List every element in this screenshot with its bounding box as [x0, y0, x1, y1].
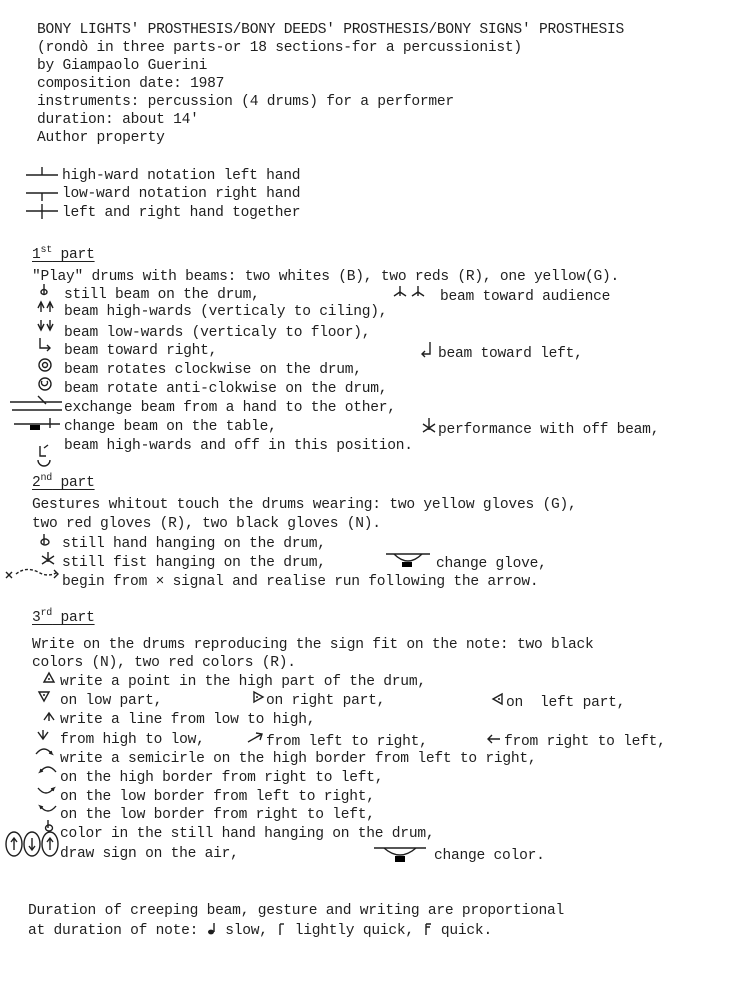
- document-subtitle: (rondò in three parts-or 18 sections-for a percussionist): [37, 40, 522, 56]
- part3-item-semicircle-high-lr: write a semicirle on the high border from left to right,: [60, 751, 537, 767]
- part2-intro-1: Gestures whitout touch the drums wearing: two yellow gloves (G),: [32, 497, 577, 513]
- part2-right-change-glove: change glove,: [436, 556, 547, 572]
- part3-item-color-hand: color in the still hand hanging on the drum,: [60, 826, 435, 842]
- part3-item-semicircle-high-rl: on the high border from right to left,: [60, 770, 384, 786]
- glove-change-icon: [384, 548, 434, 570]
- part3-item-line-up: write a line from low to high,: [60, 712, 316, 728]
- part1-item-anticlockwise: beam rotate anti-clokwise on the drum,: [64, 381, 388, 397]
- part3-item-air-sign: draw sign on the air,: [60, 846, 239, 862]
- author-line: by Giampaolo Guerini: [37, 58, 208, 74]
- notation-right-hand: low-ward notation right hand: [62, 186, 301, 202]
- part2-heading: [32, 470, 95, 492]
- composition-date: composition date: 1987: [37, 76, 225, 92]
- part1-heading-sup: st: [40, 245, 53, 256]
- part2-heading-sup: nd: [40, 473, 53, 484]
- part3-item-point-high: write a point in the high part of the drum,: [60, 674, 426, 690]
- part3-symbols-icon: [4, 668, 64, 882]
- notation-both-hands: left and right hand together: [62, 205, 301, 221]
- part1-item-still-beam: still beam on the drum,: [64, 287, 260, 303]
- part2-intro-2: two red gloves (R), two black gloves (N).: [32, 516, 381, 532]
- property-line: Author property: [37, 130, 165, 146]
- part3-heading-word: part: [60, 610, 95, 626]
- part3-right-left-part: on left part,: [506, 695, 626, 711]
- footer-line-2: [28, 920, 492, 940]
- part3-item-semicircle-low-rl: on the low border from right to left,: [60, 807, 375, 823]
- notation-glyphs-icon: [24, 164, 60, 224]
- part1-item-off-position: beam high-wards and off in this position.: [64, 438, 413, 454]
- part1-right-off-beam: performance with off beam,: [438, 422, 660, 438]
- part2-heading-word: part: [60, 475, 95, 491]
- part1-item-high-wards: beam high-wards (verticaly to ciling),: [64, 304, 388, 320]
- part3-mid-left-to-right: from left to right,: [266, 734, 428, 750]
- slow-note-icon: [207, 922, 217, 936]
- part3-intro-1: Write on the drums reproducing the sign fit on the note: two black: [32, 637, 594, 653]
- part1-item-exchange: exchange beam from a hand to the other,: [64, 400, 396, 416]
- lightly-quick-note-icon: [276, 922, 286, 936]
- line-right-icon: [244, 728, 268, 748]
- part3-heading: [32, 605, 95, 627]
- part2-symbols-icon: [4, 530, 64, 590]
- off-beam-icon: [420, 416, 438, 436]
- document-title: BONY LIGHTS' PROSTHESIS/BONY DEEDS' PROSTHESIS/BONY SIGNS' PROSTHESIS: [37, 22, 625, 38]
- footer-slow: slow,: [225, 923, 268, 939]
- footer-lightly-quick: lightly quick,: [294, 923, 414, 939]
- part3-heading-num: 3: [32, 610, 41, 626]
- duration-line: duration: about 14': [37, 112, 199, 128]
- footer-duration-label: at duration of note:: [28, 923, 199, 939]
- quick-note-icon: [422, 922, 432, 936]
- instruments-line: instruments: percussion (4 drums) for a performer: [37, 94, 454, 110]
- part1-right-left: beam toward left,: [438, 346, 583, 362]
- part3-heading-sup: rd: [40, 608, 53, 619]
- part3-item-low-part: on low part,: [60, 693, 163, 709]
- part1-item-table: change beam on the table,: [64, 419, 277, 435]
- part3-item-line-down: from high to low,: [60, 732, 205, 748]
- part1-intro: "Play" drums with beams: two whites (B), two reds (R), one yellow(G).: [32, 269, 620, 285]
- line-left-icon: [484, 730, 504, 750]
- footer-line-1: Duration of creeping beam, gesture and writing are proportional: [28, 903, 564, 919]
- part1-heading-num: 1: [32, 247, 41, 263]
- part3-intro-2: colors (N), two red colors (R).: [32, 655, 296, 671]
- part1-item-low-wards: beam low-wards (verticaly to floor),: [64, 325, 371, 341]
- part3-right-right-to-left: from right to left,: [504, 734, 666, 750]
- part3-mid-right-part: on right part,: [266, 693, 386, 709]
- part1-item-clockwise: beam rotates clockwise on the drum,: [64, 362, 362, 378]
- part1-heading: [32, 242, 95, 264]
- footer-quick: quick.: [440, 923, 492, 939]
- audience-beam-icon: [392, 282, 440, 302]
- notation-left-hand: high-ward notation left hand: [62, 168, 301, 184]
- part1-symbols-icon: [30, 280, 64, 466]
- part1-heading-word: part: [60, 247, 95, 263]
- part2-item-still-hand: still hand hanging on the drum,: [62, 536, 326, 552]
- part3-right-change-color: change color.: [434, 848, 545, 864]
- part3-item-semicircle-low-lr: on the low border from left to right,: [60, 789, 375, 805]
- part2-item-run: begin from × signal and realise run following the arrow.: [62, 574, 539, 590]
- color-change-icon: [372, 838, 428, 868]
- part2-heading-num: 2: [32, 475, 41, 491]
- part1-right-audience: beam toward audience: [440, 289, 611, 305]
- point-left-icon: [488, 690, 506, 710]
- part1-item-toward-right: beam toward right,: [64, 343, 218, 359]
- part2-item-still-fist: still fist hanging on the drum,: [62, 555, 326, 571]
- left-beam-icon: [416, 340, 438, 360]
